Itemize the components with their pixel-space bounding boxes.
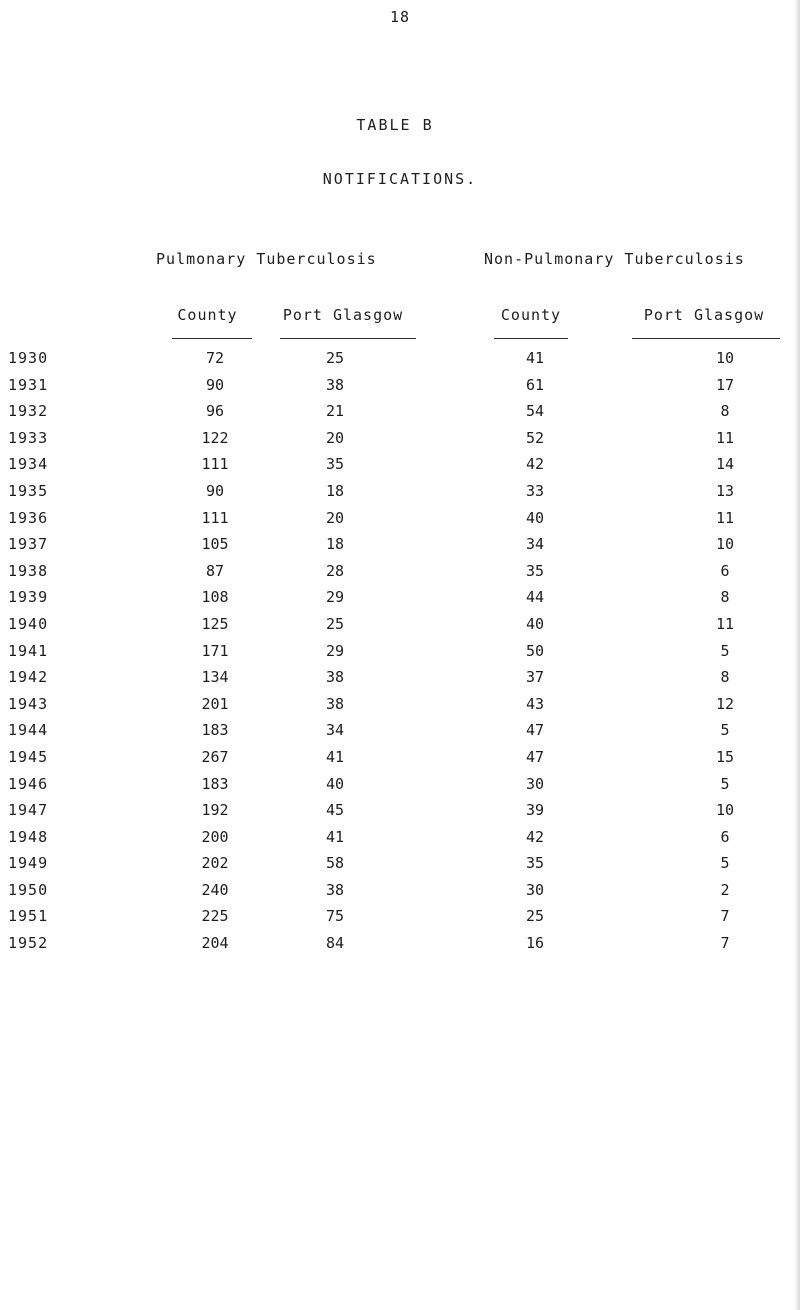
year-cell: 1949: [8, 854, 49, 873]
non-pulmonary-port-glasgow-cell: 8: [720, 588, 730, 607]
table-row: [0, 717, 800, 744]
table-row: [0, 797, 800, 824]
table-row: [0, 531, 800, 558]
pulmonary-port-glasgow-cell: 58: [325, 854, 345, 873]
pulmonary-county-cell: 267: [201, 747, 229, 766]
pulmonary-port-glasgow-cell: 41: [325, 747, 345, 766]
table-row: [0, 611, 800, 638]
year-cell: 1947: [8, 801, 49, 820]
table-row: [0, 824, 800, 851]
non-pulmonary-county-cell: 34: [525, 535, 545, 554]
pulmonary-port-glasgow-cell: 20: [325, 508, 345, 527]
pulmonary-port-glasgow-cell: 45: [325, 801, 345, 820]
page-edge-shadow: [794, 0, 800, 1310]
pulmonary-county-cell: 183: [201, 774, 229, 793]
non-pulmonary-county-cell: 33: [525, 481, 545, 500]
year-cell: 1945: [8, 747, 49, 766]
column-underline: [494, 338, 568, 339]
year-cell: 1950: [8, 880, 49, 899]
non-pulmonary-county-cell: 37: [525, 668, 545, 687]
non-pulmonary-county-cell: 25: [525, 907, 545, 926]
year-cell: 1939: [8, 588, 49, 607]
non-pulmonary-port-glasgow-cell: 8: [720, 668, 730, 687]
pulmonary-port-glasgow-cell: 35: [325, 455, 345, 474]
year-cell: 1940: [8, 614, 49, 633]
pulmonary-county-cell: 72: [205, 349, 225, 367]
table-row: [0, 425, 800, 452]
table-row: [0, 478, 800, 505]
pulmonary-port-glasgow-cell: 25: [325, 614, 345, 633]
year-cell: 1934: [8, 455, 49, 474]
non-pulmonary-county-cell: 40: [525, 508, 545, 527]
non-pulmonary-county-cell: 44: [525, 588, 545, 607]
group-header-pulmonary: Pulmonary Tuberculosis: [156, 250, 377, 268]
year-cell: 1937: [8, 535, 49, 554]
pulmonary-port-glasgow-cell: 20: [325, 428, 345, 447]
pulmonary-county-cell: 125: [201, 614, 229, 633]
pulmonary-port-glasgow-cell: 28: [325, 561, 345, 580]
pulmonary-county-cell: 105: [201, 535, 229, 554]
non-pulmonary-county-cell: 30: [525, 880, 545, 899]
pulmonary-port-glasgow-cell: 38: [325, 880, 345, 899]
non-pulmonary-county-cell: 39: [525, 801, 545, 820]
table-row: [0, 398, 800, 425]
pulmonary-port-glasgow-cell: 18: [325, 481, 345, 500]
pulmonary-county-cell: 134: [201, 668, 229, 687]
table-row: [0, 451, 800, 478]
year-cell: 1935: [8, 481, 49, 500]
non-pulmonary-county-cell: 35: [525, 561, 545, 580]
table-subtitle: NOTIFICATIONS.: [322, 170, 478, 188]
page-number: 18: [389, 8, 411, 26]
non-pulmonary-port-glasgow-cell: 10: [715, 535, 735, 554]
pulmonary-county-cell: 240: [201, 880, 229, 899]
non-pulmonary-county-cell: 42: [525, 455, 545, 474]
table-label: TABLE B: [356, 116, 434, 134]
year-cell: 1944: [8, 721, 49, 740]
non-pulmonary-port-glasgow-cell: 5: [720, 641, 730, 660]
pulmonary-port-glasgow-cell: 25: [325, 349, 345, 367]
table-row: [0, 930, 800, 957]
non-pulmonary-county-cell: 41: [525, 349, 545, 367]
non-pulmonary-port-glasgow-cell: 8: [720, 402, 730, 421]
non-pulmonary-port-glasgow-cell: 17: [715, 375, 735, 394]
non-pulmonary-county-cell: 54: [525, 402, 545, 421]
pulmonary-port-glasgow-cell: 84: [325, 934, 345, 953]
year-cell: 1942: [8, 668, 49, 687]
pulmonary-port-glasgow-cell: 41: [325, 827, 345, 846]
non-pulmonary-county-cell: 61: [525, 375, 545, 394]
non-pulmonary-port-glasgow-cell: 11: [715, 614, 735, 633]
year-cell: 1948: [8, 827, 49, 846]
table-row: [0, 903, 800, 930]
non-pulmonary-county-cell: 30: [525, 774, 545, 793]
pulmonary-county-cell: 111: [201, 455, 229, 474]
year-cell: 1952: [8, 934, 49, 953]
table-row: [0, 584, 800, 611]
non-pulmonary-county-cell: 52: [525, 428, 545, 447]
pulmonary-county-cell: 200: [201, 827, 229, 846]
pulmonary-county-cell: 87: [205, 561, 225, 580]
table-row: [0, 664, 800, 691]
pulmonary-port-glasgow-cell: 40: [325, 774, 345, 793]
year-cell: 1941: [8, 641, 49, 660]
pulmonary-county-cell: 108: [201, 588, 229, 607]
column-header-pulmonary-port-glasgow: Port Glasgow: [282, 306, 404, 324]
year-cell: 1936: [8, 508, 49, 527]
table-row: [0, 850, 800, 877]
pulmonary-port-glasgow-cell: 38: [325, 668, 345, 687]
non-pulmonary-port-glasgow-cell: 2: [720, 880, 730, 899]
non-pulmonary-county-cell: 47: [525, 721, 545, 740]
pulmonary-port-glasgow-cell: 34: [325, 721, 345, 740]
pulmonary-port-glasgow-cell: 75: [325, 907, 345, 926]
table-row: [0, 505, 800, 532]
pulmonary-county-cell: 225: [201, 907, 229, 926]
non-pulmonary-port-glasgow-cell: 5: [720, 721, 730, 740]
non-pulmonary-county-cell: 50: [525, 641, 545, 660]
pulmonary-port-glasgow-cell: 29: [325, 588, 345, 607]
non-pulmonary-county-cell: 43: [525, 694, 545, 713]
table-row: [0, 638, 800, 665]
non-pulmonary-port-glasgow-cell: 5: [720, 854, 730, 873]
column-header-non-pulmonary-county: County: [500, 306, 562, 324]
non-pulmonary-port-glasgow-cell: 11: [715, 428, 735, 447]
pulmonary-port-glasgow-cell: 29: [325, 641, 345, 660]
pulmonary-county-cell: 201: [201, 694, 229, 713]
pulmonary-county-cell: 183: [201, 721, 229, 740]
table-row: [0, 744, 800, 771]
non-pulmonary-port-glasgow-cell: 6: [720, 561, 730, 580]
non-pulmonary-port-glasgow-cell: 10: [715, 349, 735, 367]
pulmonary-port-glasgow-cell: 18: [325, 535, 345, 554]
group-header-non-pulmonary: Non-Pulmonary Tuberculosis: [484, 250, 745, 268]
non-pulmonary-port-glasgow-cell: 7: [720, 934, 730, 953]
pulmonary-county-cell: 202: [201, 854, 229, 873]
year-cell: 1943: [8, 694, 49, 713]
year-cell: 1932: [8, 402, 49, 421]
pulmonary-county-cell: 90: [205, 481, 225, 500]
non-pulmonary-port-glasgow-cell: 15: [715, 747, 735, 766]
non-pulmonary-port-glasgow-cell: 11: [715, 508, 735, 527]
pulmonary-county-cell: 192: [201, 801, 229, 820]
table-row: [0, 877, 800, 904]
pulmonary-port-glasgow-cell: 38: [325, 375, 345, 394]
pulmonary-county-cell: 122: [201, 428, 229, 447]
pulmonary-county-cell: 96: [205, 402, 225, 421]
pulmonary-county-cell: 171: [201, 641, 229, 660]
non-pulmonary-port-glasgow-cell: 6: [720, 827, 730, 846]
pulmonary-county-cell: 90: [205, 375, 225, 394]
non-pulmonary-port-glasgow-cell: 5: [720, 774, 730, 793]
pulmonary-county-cell: 204: [201, 934, 229, 953]
table-row: [0, 558, 800, 585]
non-pulmonary-port-glasgow-cell: 14: [715, 455, 735, 474]
year-cell: 1930: [8, 349, 49, 367]
year-cell: 1946: [8, 774, 49, 793]
year-cell: 1951: [8, 907, 49, 926]
year-cell: 1938: [8, 561, 49, 580]
non-pulmonary-county-cell: 40: [525, 614, 545, 633]
year-cell: 1931: [8, 375, 49, 394]
pulmonary-port-glasgow-cell: 38: [325, 694, 345, 713]
non-pulmonary-county-cell: 47: [525, 747, 545, 766]
non-pulmonary-port-glasgow-cell: 12: [715, 694, 735, 713]
column-header-pulmonary-county: County: [177, 306, 238, 324]
table-row: [0, 691, 800, 718]
non-pulmonary-county-cell: 42: [525, 827, 545, 846]
table-row: [0, 372, 800, 399]
notifications-table-body: [0, 345, 800, 957]
non-pulmonary-port-glasgow-cell: 7: [720, 907, 730, 926]
non-pulmonary-port-glasgow-cell: 13: [715, 481, 735, 500]
non-pulmonary-county-cell: 35: [525, 854, 545, 873]
column-header-non-pulmonary-port-glasgow: Port Glasgow: [643, 306, 765, 324]
year-cell: 1933: [8, 428, 49, 447]
pulmonary-port-glasgow-cell: 21: [325, 402, 345, 421]
column-underline: [632, 338, 780, 339]
pulmonary-county-cell: 111: [201, 508, 229, 527]
non-pulmonary-port-glasgow-cell: 10: [715, 801, 735, 820]
non-pulmonary-county-cell: 16: [525, 934, 545, 953]
column-underline: [280, 338, 416, 339]
table-row: [0, 345, 800, 372]
table-row: [0, 771, 800, 798]
column-underline: [172, 338, 252, 339]
